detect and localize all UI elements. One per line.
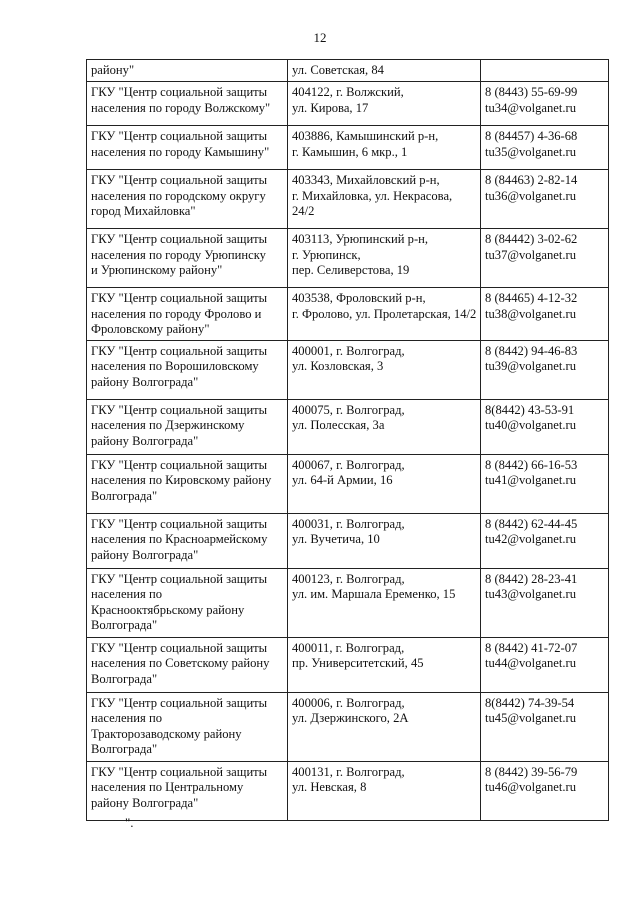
- org-name-line: населения по: [91, 711, 162, 725]
- address-line: 400131, г. Волгоград,: [292, 764, 405, 779]
- contact-line: 8(8442) 43-53-91: [485, 402, 575, 417]
- contact-cell: [481, 692, 609, 761]
- contact-line: 8 (8442) 39-56-79: [485, 764, 578, 779]
- contact-line: tu45@volganet.ru: [485, 711, 576, 725]
- contact-line: tu37@volganet.ru: [485, 247, 576, 262]
- contact-cell: [481, 513, 609, 568]
- address-cell: [288, 399, 481, 454]
- address-cell: [288, 126, 481, 170]
- contact-line: tu41@volganet.ru: [485, 473, 576, 487]
- org-name-cell: [87, 82, 288, 126]
- contact-line: tu36@volganet.ru: [485, 188, 576, 203]
- address-line: 404122, г. Волжский,: [292, 85, 404, 99]
- address-line: ул. Вучетича, 10: [292, 532, 380, 546]
- org-name-line: населения по городскому округу: [91, 188, 266, 203]
- table-row: [87, 82, 609, 126]
- org-name-cell: [87, 126, 288, 170]
- contact-line: tu40@volganet.ru: [485, 418, 576, 432]
- org-name-cell: [87, 60, 288, 82]
- address-cell: [288, 761, 481, 820]
- address-line: пр. Университетский, 45: [292, 656, 424, 670]
- address-line: г. Урюпинск,: [292, 247, 361, 262]
- table-row: [87, 692, 609, 761]
- org-name-line: населения по городу Урюпинску: [91, 247, 266, 262]
- contact-cell: [481, 399, 609, 454]
- org-name-cell: [87, 513, 288, 568]
- org-name-line: населения по Ворошиловскому: [91, 359, 259, 373]
- address-cell: [288, 513, 481, 568]
- table-row: [87, 454, 609, 513]
- contact-line: 8 (8442) 66-16-53: [485, 457, 578, 472]
- org-name-line: ГКУ "Центр социальной защиты: [91, 129, 268, 143]
- contact-line: 8 (8442) 28-23-41: [485, 571, 578, 586]
- org-name-line: Фроловскому району": [91, 322, 210, 336]
- contact-cell: [481, 126, 609, 170]
- address-cell: [288, 568, 481, 637]
- contacts-table: [86, 59, 609, 821]
- contact-line: 8 (8442) 94-46-83: [485, 343, 578, 358]
- address-line: 400075, г. Волгоград,: [292, 402, 405, 417]
- address-line: 403113, Урюпинский р-н,: [292, 232, 429, 246]
- address-line: 400031, г. Волгоград,: [292, 516, 405, 531]
- address-line: 403886, Камышинский р-н,: [292, 129, 439, 143]
- table-row: [87, 399, 609, 454]
- table-row: [87, 568, 609, 637]
- org-name-line: Волгограда": [91, 742, 158, 756]
- org-name-cell: [87, 340, 288, 399]
- org-name-line: Волгограда": [91, 671, 158, 686]
- address-cell: [288, 692, 481, 761]
- org-name-line: району Волгограда": [91, 547, 199, 562]
- address-line: ул. Невская, 8: [292, 780, 367, 794]
- contact-cell: [481, 60, 609, 82]
- address-cell: [288, 340, 481, 399]
- table-row: [87, 288, 609, 341]
- address-cell: [288, 60, 481, 82]
- org-name-cell: [87, 568, 288, 637]
- address-cell: [288, 170, 481, 229]
- org-name-line: ГКУ "Центр социальной защиты: [91, 85, 268, 99]
- contacts-table-body: [87, 60, 609, 821]
- org-name-line: ГКУ "Центр социальной защиты: [91, 291, 268, 305]
- org-name-cell: [87, 692, 288, 761]
- address-line: г. Камышин, 6 мкр., 1: [292, 144, 408, 159]
- table-row: [87, 126, 609, 170]
- org-name-line: ГКУ "Центр социальной защиты: [91, 343, 268, 358]
- org-name-line: населения по Кировскому району: [91, 473, 272, 487]
- address-line: ул. 64-й Армии, 16: [292, 473, 393, 487]
- table-row: [87, 340, 609, 399]
- org-name-line: ГКУ "Центр социальной защиты: [91, 402, 268, 417]
- org-name-line: ГКУ "Центр социальной защиты: [91, 640, 268, 655]
- org-name-line: населения по Центральному: [91, 780, 244, 794]
- org-name-cell: [87, 454, 288, 513]
- contact-cell: [481, 82, 609, 126]
- org-name-line: ГКУ "Центр социальной защиты: [91, 457, 268, 472]
- table-row: [87, 229, 609, 288]
- org-name-line: населения по Советскому району: [91, 656, 270, 670]
- contact-line: tu39@volganet.ru: [485, 359, 576, 373]
- contact-line: 8(8442) 74-39-54: [485, 695, 575, 710]
- contact-line: tu34@volganet.ru: [485, 100, 576, 115]
- org-name-line: ГКУ "Центр социальной защиты: [91, 232, 268, 246]
- address-line: 400011, г. Волгоград,: [292, 640, 405, 655]
- contact-line: tu38@volganet.ru: [485, 306, 576, 321]
- contact-line: 8 (8442) 62-44-45: [485, 516, 578, 531]
- org-name-line: населения по Красноармейскому: [91, 532, 268, 546]
- page-number: 12: [313, 30, 327, 45]
- contact-line: 8 (84463) 2-82-14: [485, 173, 578, 187]
- table-row: [87, 761, 609, 820]
- contact-cell: [481, 637, 609, 692]
- org-name-cell: [87, 288, 288, 341]
- org-name-line: Краснооктябрьскому району: [91, 602, 245, 617]
- address-line: ул. Советская, 84: [292, 63, 384, 77]
- contact-cell: [481, 568, 609, 637]
- contact-line: 8 (84465) 4-12-32: [485, 291, 578, 305]
- org-name-line: Волгограда": [91, 488, 158, 503]
- address-cell: [288, 229, 481, 288]
- contact-cell: [481, 761, 609, 820]
- contact-line: tu35@volganet.ru: [485, 144, 576, 159]
- org-name-cell: [87, 229, 288, 288]
- org-name-line: району Волгограда": [91, 433, 199, 448]
- address-line: 403538, Фроловский р-н,: [292, 291, 426, 305]
- table-row: [87, 170, 609, 229]
- contact-line: 8 (84457) 4-36-68: [485, 129, 578, 143]
- address-line: 400123, г. Волгоград,: [292, 571, 405, 586]
- contact-line: tu43@volganet.ru: [485, 587, 576, 601]
- address-line: ул. Полесская, 3а: [292, 418, 385, 432]
- address-line: 400006, г. Волгоград,: [292, 695, 405, 710]
- org-name-line: районy": [91, 63, 135, 77]
- org-name-line: населения по городу Фролово и: [91, 306, 262, 321]
- org-name-line: ГКУ "Центр социальной защиты: [91, 516, 268, 531]
- address-cell: [288, 82, 481, 126]
- contact-line: 8 (84442) 3-02-62: [485, 232, 578, 246]
- address-line: г. Михайловка, ул. Некрасова,: [292, 188, 453, 203]
- contact-cell: [481, 170, 609, 229]
- address-line: г. Фролово, ул. Пролетарская, 14/2: [292, 306, 477, 321]
- org-name-cell: [87, 399, 288, 454]
- org-name-line: Тракторозаводскому району: [91, 726, 242, 741]
- org-name-line: району Волгограда": [91, 374, 199, 389]
- address-line: ул. Кирова, 17: [292, 100, 369, 115]
- address-cell: [288, 637, 481, 692]
- org-name-line: населения по: [91, 587, 162, 601]
- org-name-line: ГКУ "Центр социальной защиты: [91, 173, 268, 187]
- address-line: 400067, г. Волгоград,: [292, 457, 405, 472]
- contact-cell: [481, 288, 609, 341]
- org-name-cell: [87, 637, 288, 692]
- address-cell: [288, 288, 481, 341]
- contact-cell: [481, 454, 609, 513]
- org-name-cell: [87, 170, 288, 229]
- org-name-cell: [87, 761, 288, 820]
- contact-cell: [481, 340, 609, 399]
- contact-line: tu46@volganet.ru: [485, 780, 576, 794]
- address-line: пер. Селиверстова, 19: [292, 263, 410, 277]
- table-row: [87, 60, 609, 82]
- org-name-line: и Урюпинскому району": [91, 263, 223, 277]
- table-row: [87, 637, 609, 692]
- closing-quote-mark: ".: [125, 815, 134, 830]
- address-line: 400001, г. Волгоград,: [292, 343, 405, 358]
- org-name-line: району Волгограда": [91, 795, 199, 810]
- org-name-line: населения по городу Волжскому": [91, 100, 271, 115]
- org-name-line: населения по городу Камышину": [91, 144, 270, 159]
- org-name-line: ГКУ "Центр социальной защиты: [91, 764, 268, 779]
- org-name-line: населения по Дзержинскому: [91, 418, 245, 432]
- org-name-line: город Михайловка": [91, 204, 196, 218]
- contact-line: tu42@volganet.ru: [485, 532, 576, 546]
- table-row: [87, 513, 609, 568]
- address-line: ул. Дзержинского, 2А: [292, 711, 409, 725]
- address-line: 24/2: [292, 204, 315, 218]
- address-cell: [288, 454, 481, 513]
- org-name-line: ГКУ "Центр социальной защиты: [91, 695, 268, 710]
- address-line: ул. Козловская, 3: [292, 359, 384, 373]
- address-line: 403343, Михайловский р-н,: [292, 173, 440, 187]
- contact-cell: [481, 229, 609, 288]
- contact-line: 8 (8442) 41-72-07: [485, 640, 578, 655]
- org-name-line: ГКУ "Центр социальной защиты: [91, 571, 268, 586]
- contact-line: 8 (8443) 55-69-99: [485, 85, 578, 99]
- address-line: ул. им. Маршала Еременко, 15: [292, 587, 456, 601]
- contact-line: tu44@volganet.ru: [485, 656, 576, 670]
- org-name-line: Волгограда": [91, 618, 158, 632]
